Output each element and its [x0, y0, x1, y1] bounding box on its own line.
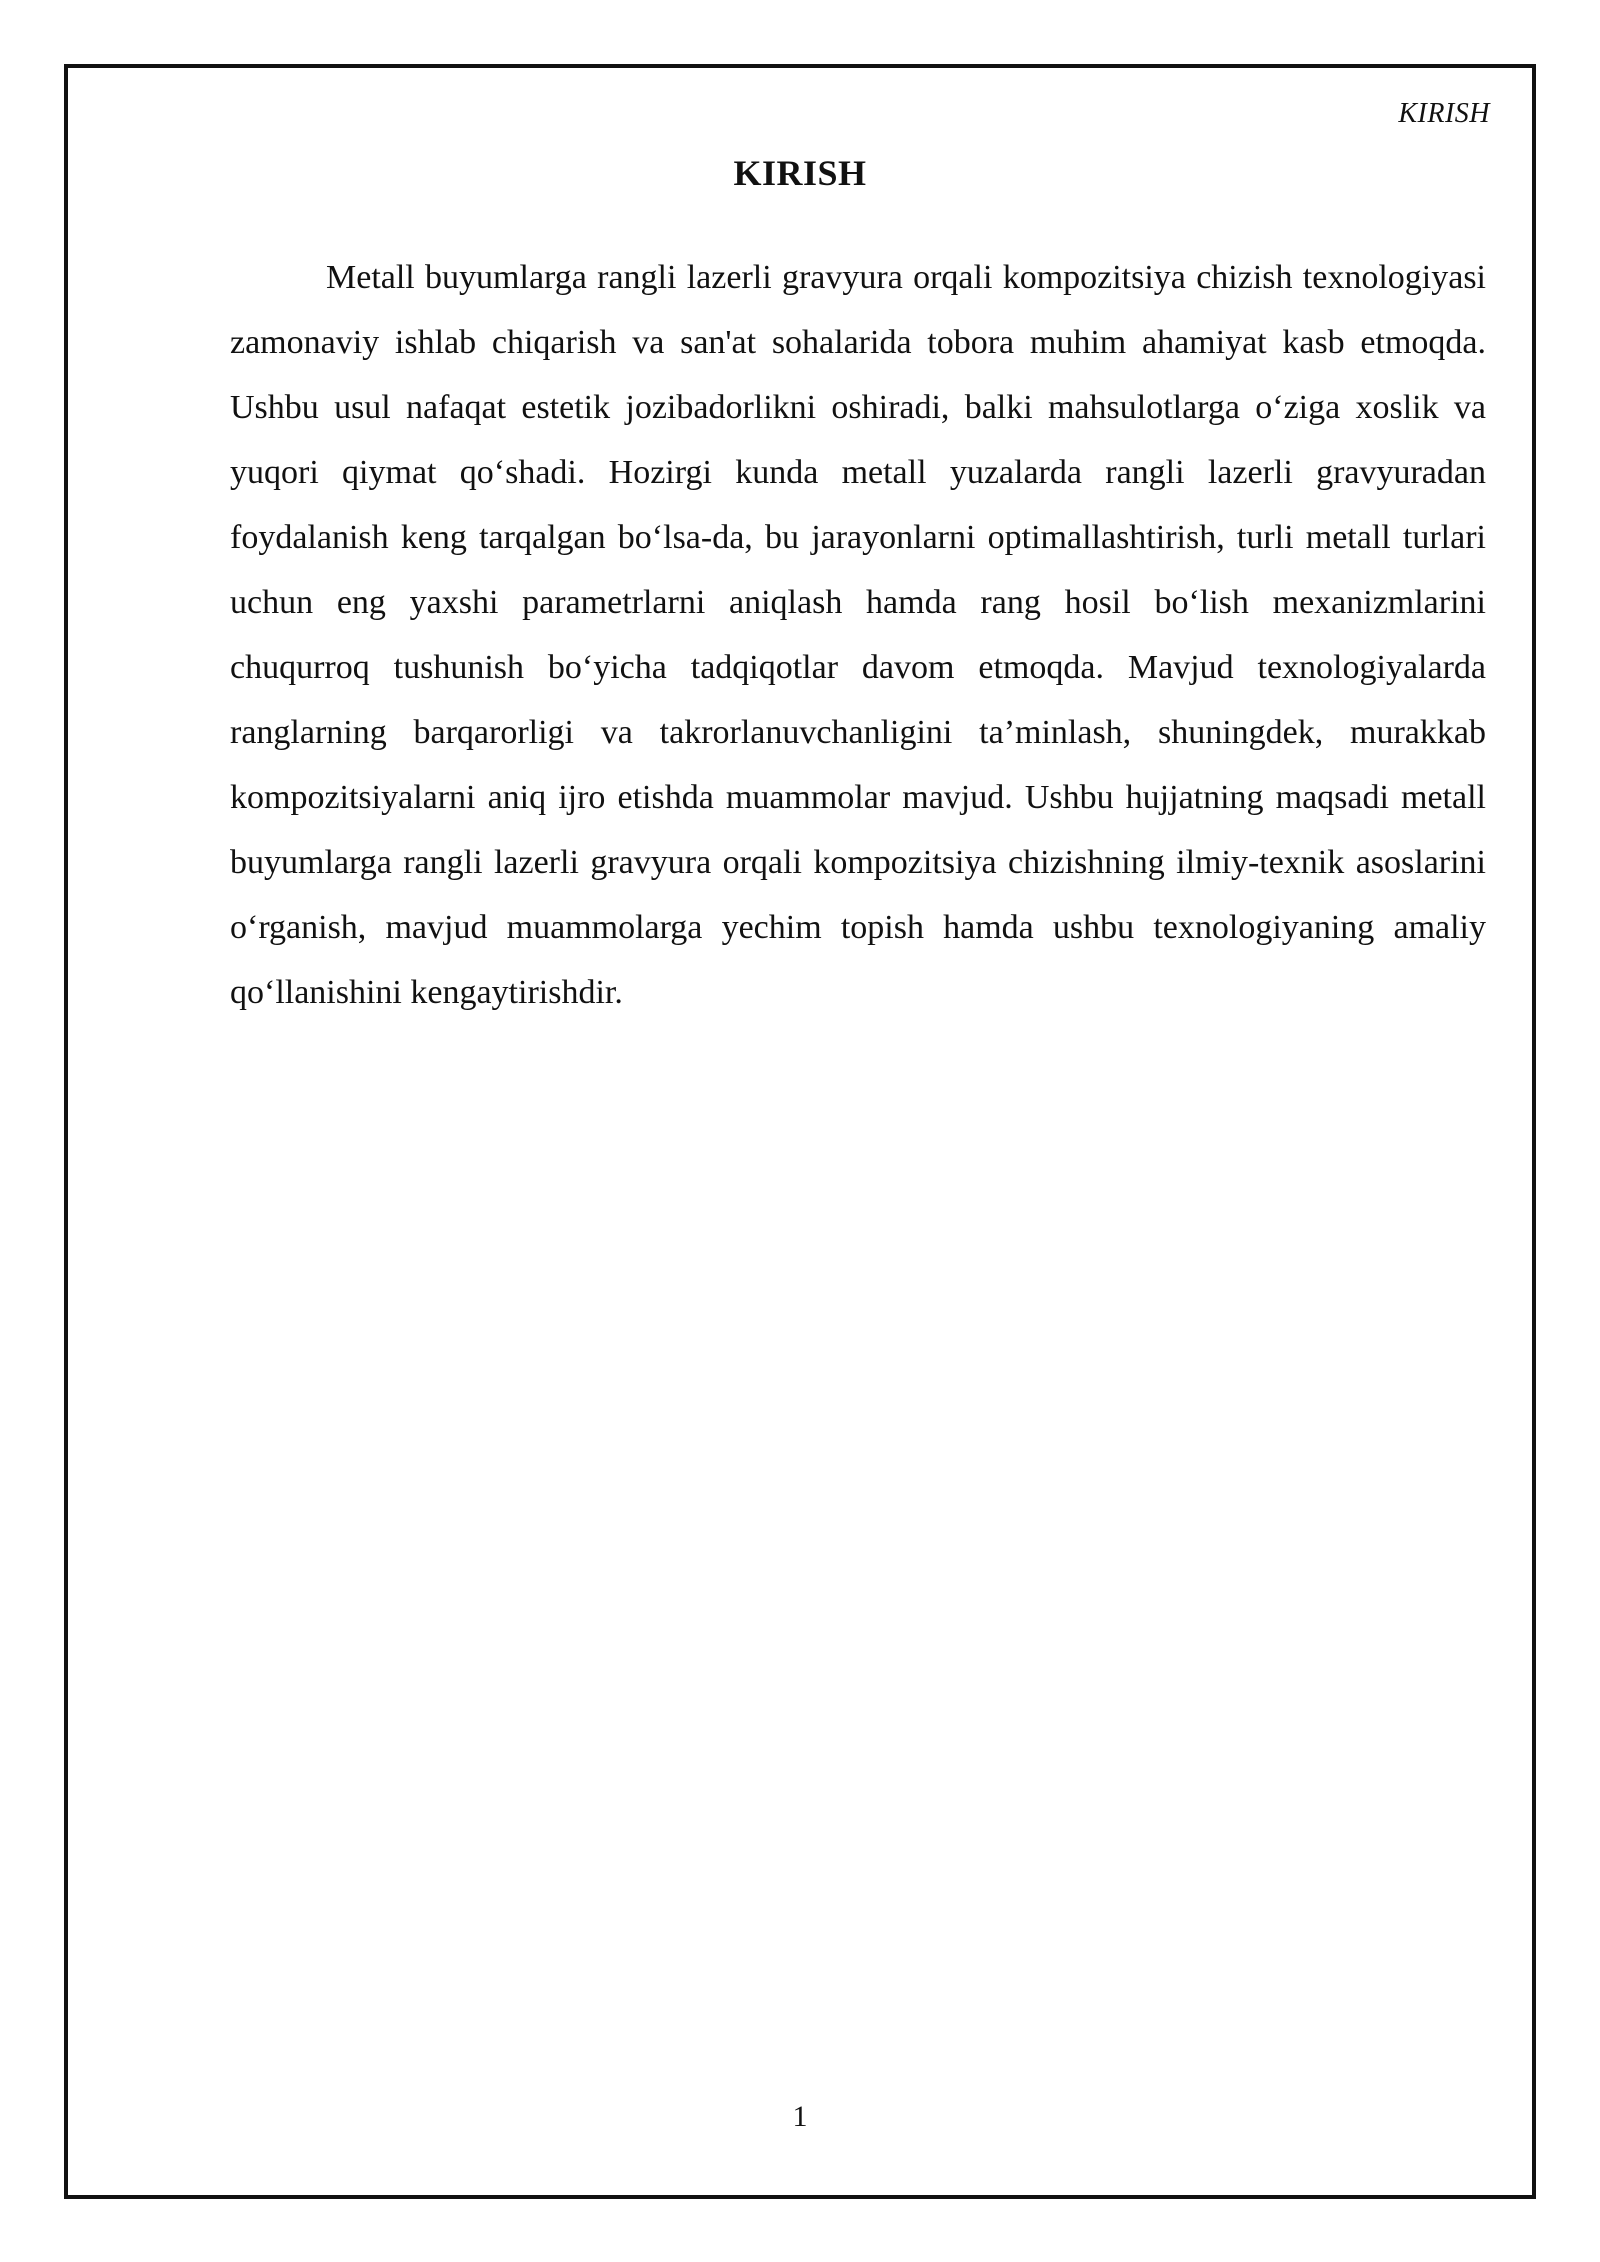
- section-title: KIRISH: [733, 153, 867, 193]
- body-paragraph: Metall buyumlarga rangli lazerli gravyura orqali kompozitsiya chizish texnologiyasi zamonaviy ishlab chiqarish va san'at sohalarida tobora muhim ahamiyat kasb etmoqda. Ushbu usul nafaqat estetik jozibadorlikni oshiradi, balki mahsulotlarga o‘ziga xoslik va yuqori qiymat qo‘shadi. Hozirgi kunda metall yuzalarda rangli lazerli gravyuradan foydalanish keng tarqalgan bo‘lsa-da, bu jarayonlarni optimallashtirish, turli metall turlari uchun eng yaxshi parametrlarni aniqlash hamda rang hosil bo‘lish mexanizmlarini chuqurroq tushunish bo‘yicha tadqiqotlar davom etmoqda. Mavjud texnologiyalarda ranglarning barqarorligi va takrorlanuvchanligini ta’minlash, shuningdek, murakkab kompozitsiyalarni aniq ijro etishda muammolar mavjud. Ushbu hujjatning maqsadi metall buyumlarga rangli lazerli gravyura orqali kompozitsiya chizishning ilmiy-texnik asoslarini o‘rganish, mavjud muammolarga yechim topish hamda ushbu texnologiyaning amaliy qo‘llanishini kengaytirishdir.: [230, 259, 1486, 1011]
- running-header: KIRISH: [1398, 98, 1490, 129]
- page-number: 1: [792, 2100, 808, 2133]
